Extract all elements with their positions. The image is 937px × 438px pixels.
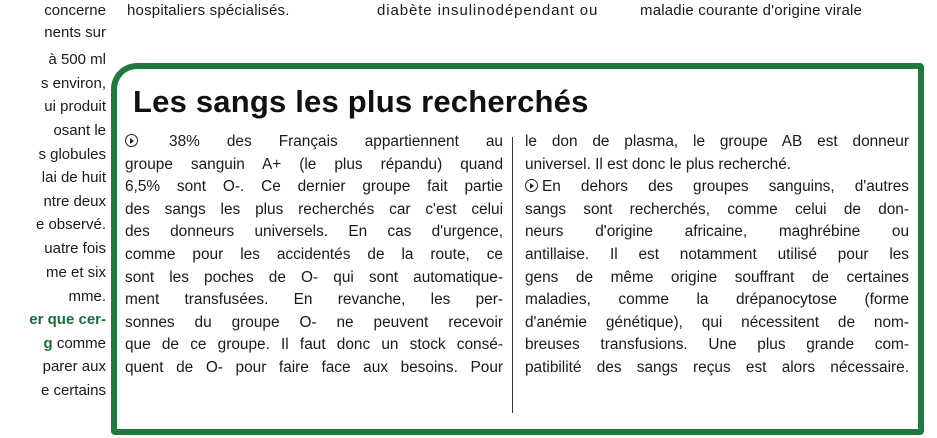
box-line: d'anémie génétique), qui nécessitent de nom- [525, 313, 909, 331]
box-title: Les sangs les plus recherchés [133, 84, 589, 119]
box-line: patibilité des sangs reçus est alors nécessaire. [525, 358, 909, 376]
left-line-highlight: er que cer- [29, 311, 106, 328]
left-line: osant le [53, 122, 106, 139]
box-line: groupe sanguin A+ (le plus répandu) quand [125, 155, 503, 173]
left-column-fragment [0, 0, 106, 438]
left-line: mme. [68, 288, 106, 305]
left-line: à 500 ml [48, 51, 106, 68]
box-line: gens de même origine souffrant de certaines [525, 268, 909, 286]
left-line: ntre deux [43, 193, 106, 210]
left-line: nents sur [44, 24, 106, 41]
left-line: ui produit [44, 98, 106, 115]
left-line: lai de huit [41, 169, 106, 186]
box-column-left [125, 131, 503, 380]
top-fragment-1: hospitaliers spécialisés. [127, 2, 290, 19]
box-line [525, 176, 909, 199]
box-line: universel. Il est donc le plus recherché. [525, 155, 792, 173]
box-line: le don de plasma, le groupe AB est donneur [525, 133, 909, 150]
box-line: des sangs les plus recherchés car c'est celui [125, 200, 503, 218]
box-line: sangs sont recherchés, comme celui de don- [525, 200, 909, 218]
box-line-text: En dehors des groupes sanguins, d'autres [542, 178, 909, 196]
left-line: s environ, [40, 75, 106, 92]
box-line: sonnes du groupe O- ne peuvent recevoir [125, 313, 503, 331]
box-line: des donneurs universels. En cas d'urgence, [125, 223, 503, 241]
box-line: antillaise. Il est notamment utilisé pour les [525, 245, 909, 263]
play-circle-icon [125, 134, 138, 147]
box-line: breuses transfusions. Une plus grande com- [525, 336, 909, 354]
sidebar-box [111, 63, 924, 435]
left-line: uatre fois [44, 240, 106, 257]
box-column-right [525, 131, 909, 380]
box-line-text: 38% des Français appartiennent au [169, 133, 503, 150]
box-line: 6,5% sont O-. Ce dernier groupe fait partie [125, 178, 503, 196]
box-line: quent de O- pour faire face aux besoins. Pour [125, 358, 503, 376]
left-line: e certains [40, 382, 106, 399]
box-line [125, 131, 503, 154]
left-line: me et six [45, 264, 106, 281]
box-line: comme pour les accidentés de la route, ce [125, 245, 503, 263]
left-line: concerne [44, 2, 106, 19]
left-line: comme [56, 335, 106, 352]
column-divider [512, 137, 513, 413]
top-fragment-3: maladie courante d'origine virale [640, 2, 863, 19]
left-line: s globules [38, 146, 106, 163]
box-line: que de ce groupe. Il faut donc un stock consé- [125, 336, 503, 354]
top-fragment-2: diabète insulinodépendant ou [377, 2, 599, 19]
box-line: maladies, comme la drépanocytose (forme [525, 291, 909, 309]
play-circle-icon [525, 179, 538, 192]
left-line: parer aux [42, 358, 106, 375]
left-line-highlight: g [43, 335, 53, 352]
box-line: sont les poches de O- qui sont automatique- [125, 268, 503, 286]
box-line: ment transfusées. En revanche, les per- [125, 291, 503, 309]
box-line: neurs d'origine africaine, maghrébine ou [525, 223, 909, 241]
left-line-mixed [43, 335, 106, 353]
left-line: e observé. [35, 216, 106, 233]
